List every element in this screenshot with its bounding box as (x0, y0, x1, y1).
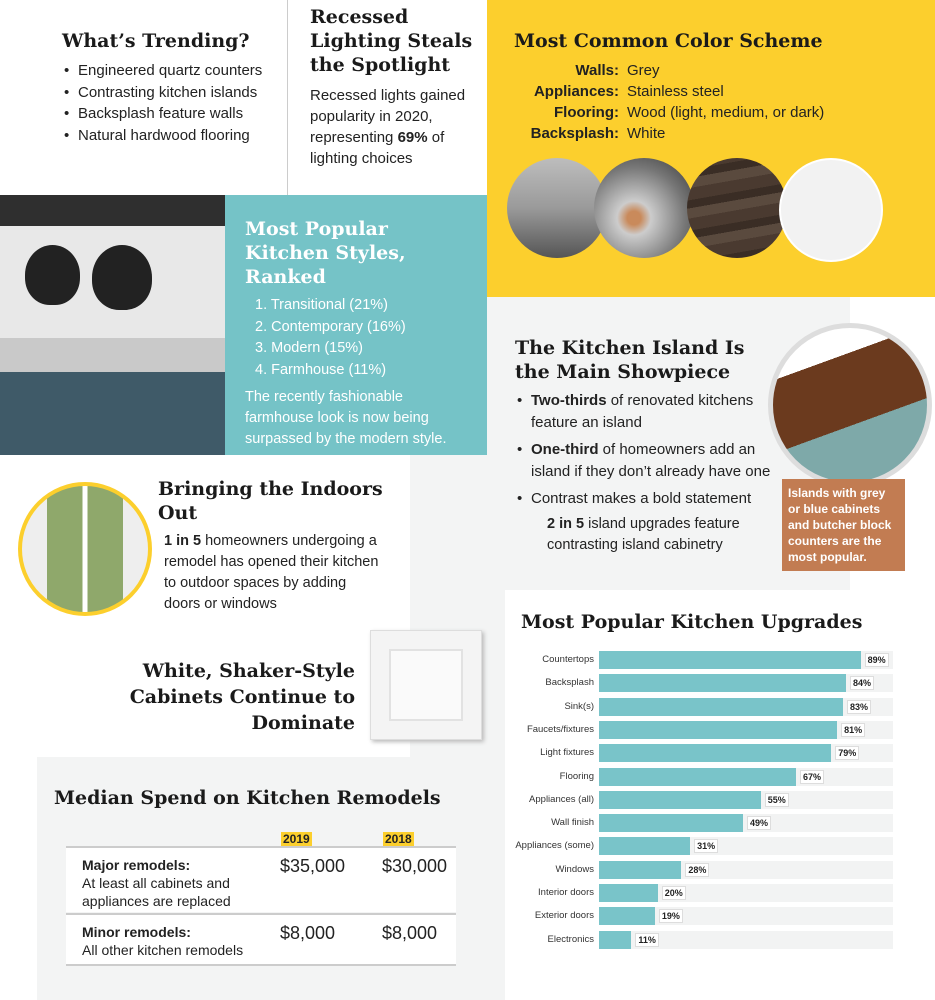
bar-value-label: 84% (850, 676, 874, 690)
island-section (515, 336, 775, 556)
value: Grey (627, 62, 660, 79)
bar (599, 791, 761, 809)
value-2018: $8,000 (382, 923, 438, 943)
text: Contrast makes a bold statement (531, 490, 752, 507)
bar-label: Light fixtures (540, 747, 594, 759)
bar-value-label: 20% (662, 886, 686, 900)
spend-row (66, 913, 456, 966)
bar-track (599, 931, 893, 949)
bar-row (504, 884, 924, 902)
bar-value-label: 83% (847, 700, 871, 714)
bar (599, 931, 631, 949)
bar-row (504, 837, 924, 855)
indoors-text (158, 531, 383, 615)
list-item: 4. Farmhouse (11%) (255, 361, 387, 378)
grey-wall-image (507, 158, 607, 258)
year-2019: 2019 (283, 832, 310, 846)
bar-row (504, 698, 924, 716)
bar (599, 814, 743, 832)
white-backsplash-image (779, 158, 883, 262)
color-row (487, 81, 824, 102)
color-row (487, 102, 824, 123)
text: Recessed lights gained popularity in 2020, representing (310, 87, 466, 146)
text: of homeowners add an island if they don’t already have one (531, 441, 771, 480)
color-scheme-section (487, 0, 935, 297)
text: of lighting choices (310, 129, 445, 167)
bar-label: Backsplash (545, 677, 594, 689)
bar-label: Sink(s) (564, 700, 594, 712)
highlight: 69% (397, 129, 428, 146)
bar-label: Interior doors (538, 887, 594, 898)
bar (599, 721, 837, 739)
bar (599, 768, 796, 786)
bar-track (599, 698, 893, 716)
list-item: • Backsplash feature walls (62, 103, 282, 125)
bar-track (599, 674, 893, 692)
stainless-steel-image (594, 158, 694, 258)
text: homeowners undergoing a remodel has opened their kitchen to outdoor spaces by adding doors or windows (164, 533, 379, 612)
pendant-light (92, 245, 152, 310)
bar-value-label: 79% (835, 746, 859, 760)
list-item: • Contrasting kitchen islands (62, 82, 282, 104)
recessed-text (310, 85, 480, 169)
bar-row (504, 768, 924, 786)
styles-section (225, 195, 487, 455)
bar-value-label: 89% (865, 653, 889, 667)
bar-row (504, 744, 924, 762)
row-desc: At least all cabinets and appliances are replaced (82, 875, 231, 909)
list-item: • Engineered quartz counters (62, 60, 282, 82)
row-label: Minor remodels: (82, 924, 191, 940)
recessed-title: Recessed Lighting Steals the Spotlight (310, 6, 473, 76)
list-item: • Natural hardwood flooring (62, 125, 282, 147)
divider (287, 0, 288, 195)
chart-title: Most Popular Kitchen Upgrades (521, 611, 863, 633)
bar (599, 744, 831, 762)
bar-track (599, 837, 893, 855)
bold: 1 in 5 (164, 533, 202, 549)
bar-track (599, 768, 893, 786)
upgrades-bar-chart (504, 651, 924, 951)
bar-value-label: 19% (659, 909, 683, 923)
value: White (627, 125, 666, 142)
bar-label: Wall finish (551, 817, 594, 829)
bar-track (599, 861, 893, 879)
bar (599, 837, 690, 855)
value-2018: $30,000 (382, 856, 448, 876)
bar-label: Electronics (547, 933, 594, 945)
bar (599, 861, 681, 879)
row-desc: All other kitchen remodels (82, 942, 244, 958)
bar (599, 651, 861, 669)
label: Appliances: (533, 83, 619, 100)
indoors-title: Bringing the Indoors Out (158, 478, 383, 524)
recessed-section (310, 5, 480, 169)
color-row (487, 123, 824, 144)
indoors-section (158, 477, 383, 615)
trending-section (62, 30, 282, 146)
list-item (515, 488, 775, 510)
bar-label: Windows (555, 863, 594, 875)
styles-note: The recently fashionable farmhouse look is now being surpassed by the modern style. (245, 389, 447, 447)
bar (599, 698, 843, 716)
bar-track (599, 651, 893, 669)
year-2018: 2018 (385, 832, 412, 846)
bold: 2 in 5 (547, 515, 585, 532)
label: Flooring: (554, 104, 619, 121)
bar-label: Countertops (542, 654, 594, 665)
value: Stainless steel (627, 83, 724, 100)
color-scheme-title: Most Common Color Scheme (514, 30, 823, 52)
spend-row (66, 846, 456, 912)
bar-value-label: 81% (841, 723, 865, 737)
bold: One-third (531, 441, 599, 458)
label: Walls: (575, 62, 619, 79)
bar-label: Exterior doors (534, 910, 594, 922)
bar-track (599, 791, 893, 809)
callout-text: Islands with grey or blue cabinets and butcher block counters are the most popular. (788, 486, 892, 564)
bar-value-label: 11% (635, 933, 659, 947)
spend-title: Median Spend on Kitchen Remodels (54, 787, 441, 809)
island-sub (515, 514, 775, 556)
styles-title: Most Popular Kitchen Styles, Ranked (245, 218, 406, 288)
island-title: The Kitchen Island Is the Main Showpiece (515, 337, 745, 383)
wood-floor-image (687, 158, 787, 258)
bar-track (599, 721, 893, 739)
cabinet-panel (389, 649, 463, 721)
value: Wood (light, medium, or dark) (627, 104, 825, 121)
bar (599, 674, 846, 692)
list-item: 3. Modern (15%) (255, 340, 363, 356)
bar-row (504, 907, 924, 925)
list-item: 2. Contemporary (16%) (255, 318, 406, 335)
bar-value-label: 49% (747, 816, 771, 830)
cabinets-title: White, Shaker-Style Cabinets Continue to Dominate (129, 660, 355, 734)
bar-value-label: 31% (694, 839, 718, 853)
pendant-light (25, 245, 80, 305)
bar-track (599, 907, 893, 925)
bar-track (599, 884, 893, 902)
list-item (515, 439, 775, 482)
shaker-cabinet-image (370, 630, 482, 740)
bar-value-label: 67% (800, 770, 824, 784)
french-doors-image (18, 482, 152, 616)
trending-title: What’s Trending? (62, 30, 250, 52)
bar (599, 884, 658, 902)
bar-row (504, 931, 924, 949)
bar-value-label: 28% (685, 863, 709, 877)
bar-track (599, 744, 893, 762)
bar-row (504, 814, 924, 832)
bar-row (504, 674, 924, 692)
bar-label: Appliances (all) (529, 793, 594, 805)
row-label: Major remodels: (82, 857, 191, 873)
bar-row (504, 651, 924, 669)
kitchen-photo (0, 195, 225, 455)
bar-row (504, 791, 924, 809)
value-2019: $8,000 (280, 923, 336, 943)
bar-label: Faucets/fixtures (526, 723, 594, 735)
bar-value-label: 55% (765, 793, 789, 807)
text: island upgrades feature contrasting island cabinetry (547, 515, 740, 553)
bar-track (599, 814, 893, 832)
value-2019: $35,000 (280, 856, 346, 876)
label: Backsplash: (530, 125, 619, 142)
bar-row (504, 861, 924, 879)
bold: Two-thirds (531, 392, 607, 409)
bar-label: Appliances (some) (515, 840, 594, 852)
bar-row (504, 721, 924, 739)
list-item: 1. Transitional (21%) (255, 297, 388, 313)
text: of renovated kitchens feature an island (531, 392, 754, 431)
island-callout (782, 479, 905, 571)
color-row (487, 60, 824, 81)
list-item (515, 390, 775, 433)
bar (599, 907, 655, 925)
butcher-block-image (768, 323, 932, 487)
bar-label: Flooring (559, 770, 594, 782)
